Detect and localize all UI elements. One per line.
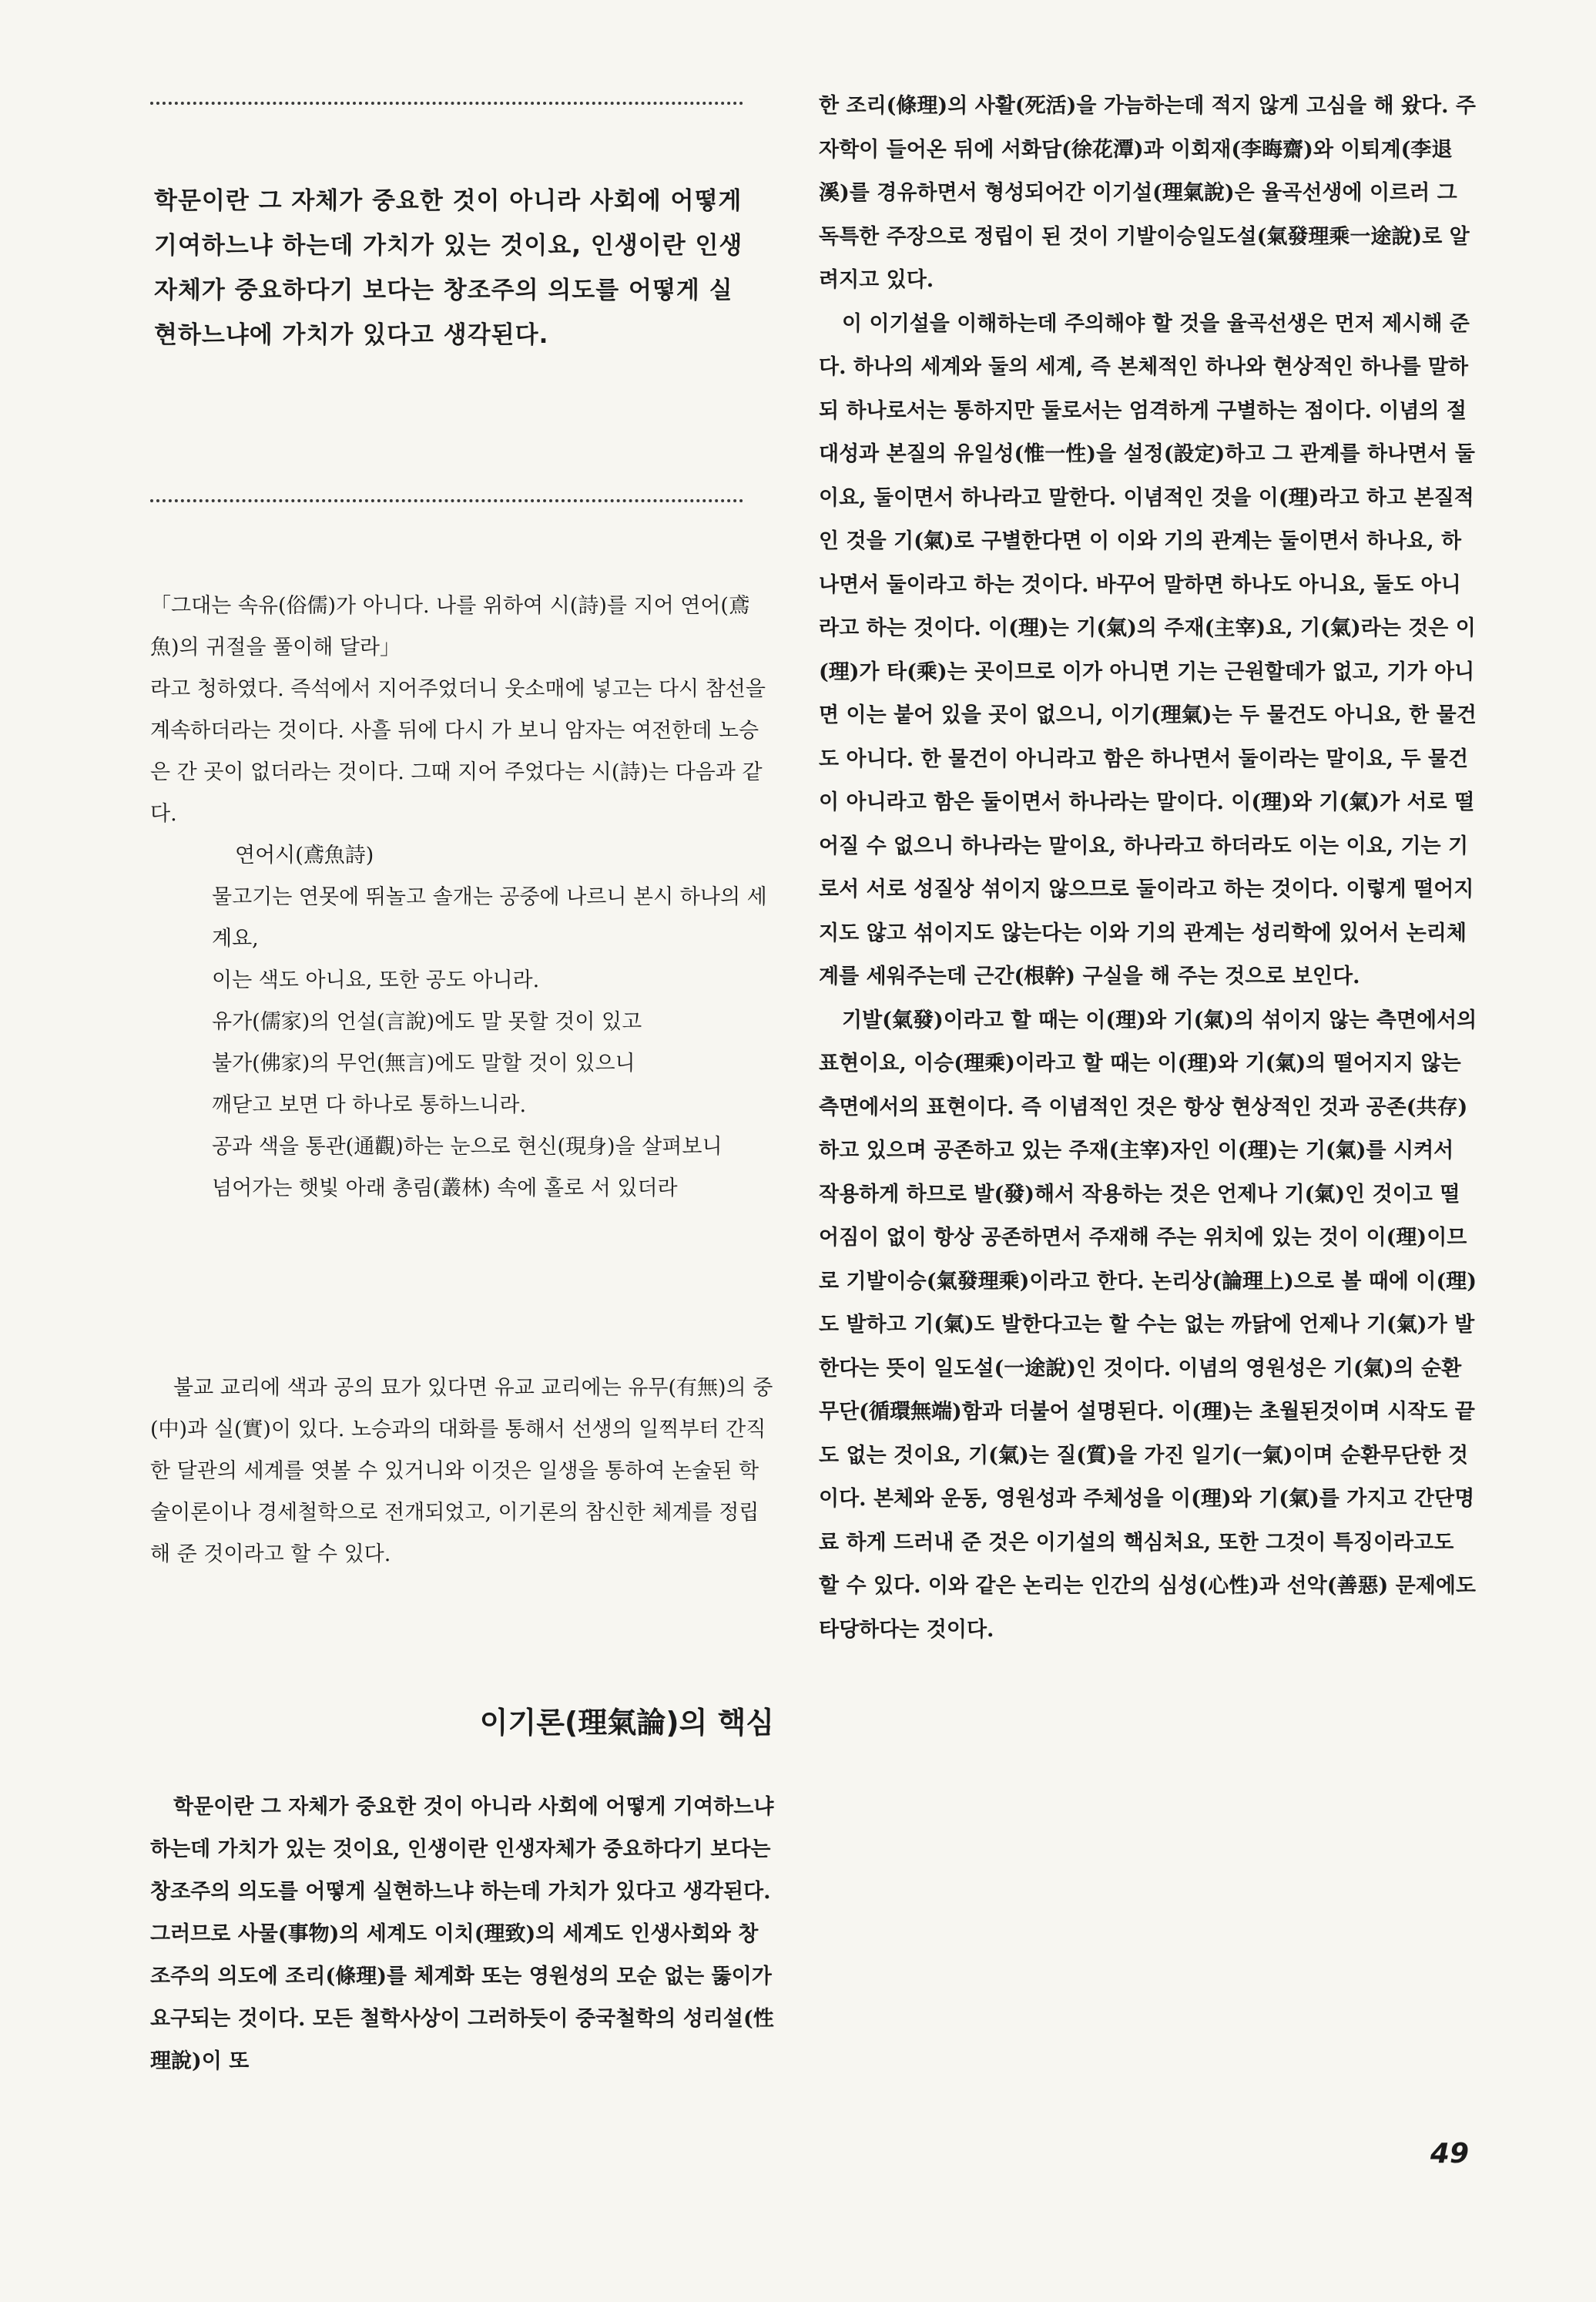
poem-title: 연어시(鳶魚詩) xyxy=(235,844,374,867)
section-body-left xyxy=(150,1786,778,2082)
poem xyxy=(150,877,778,1210)
lower-paragraph-text: 불교 교리에 색과 공의 묘가 있다면 유교 교리에는 유무(有無)의 중(中)과 실(實)이 있다. 노승과의 대화를 통해서 선생의 일찍부터 간직한 달관의 세계를 엿볼 수 있거니와 이것은 일생을 통하여 논술된 학술이론이나 경세철학으로 전개되었고, 이기론의 참신한 체계를 정립해 준 것이라고 할 수 있다. xyxy=(150,1376,773,1566)
story-quote: 「그대는 속유(俗儒)가 아니다. 나를 위하여 시(詩)를 지어 연어(鳶魚)의 귀절을 풀이해 달라」 xyxy=(150,594,749,659)
right-paragraph-2: 이 이기설을 이해하는데 주의해야 할 것을 율곡선생은 먼저 제시해 준다. 하나의 세계와 둘의 세계, 즉 본체적인 하나와 현상적인 하나를 말하되 하나로서는 통하지만 둘로서는 엄격하게 구별하는 점이다. 이념의 절대성과 본질의 유일성(惟一性)을 설정(設定)하고 그 관계를 하나면서 둘이요, 둘이면서 하나라고 말한다. 이념적인 것을 이(理)라고 하고 본질적인 것을 기(氣)로 구별한다면 이 이와 기의 관계는 둘이면서 하나요, 하나면서 둘이라고 하는 것이다. 바꾸어 말하면 하나도 아니요, 둘도 아니라고 하는 것이다. 이(理)는 기(氣)의 주재(主宰)요, 기(氣)라는 것은 이(理)가 타(乘)는 곳이므로 이가 아니면 기는 근원할데가 없고, 기가 아니면 이는 붙어 있을 곳이 없으니, 이기(理氣)는 두 물건도 아니요, 한 물건도 아니다. 한 물건이 아니라고 함은 하나면서 둘이라는 말이요, 두 물건이 아니라고 함은 둘이면서 하나라는 말이다. 이(理)와 기(氣)가 서로 떨어질 수 없으니 하나라는 말이요, 하나라고 하더라도 이는 이요, 기는 기로서 서로 성질상 섞이지 않으므로 둘이라고 하는 것이다. 이렇게 떨어지지도 않고 섞이지도 않는다는 이와 기의 관계는 성리학에 있어서 논리체계를 세워주는데 근간(根幹) 구실을 해 주는 것으로 보인다. xyxy=(819,311,1477,988)
poem-line: 공과 색을 통관(通觀)하는 눈으로 현신(現身)을 살펴보니 xyxy=(212,1135,723,1159)
poem-line: 물고기는 연못에 뛰놀고 솔개는 공중에 나르니 본시 하나의 세계요, xyxy=(212,885,767,951)
right-paragraph-1: 한 조리(條理)의 사활(死活)을 가늠하는데 적지 않게 고심을 해 왔다. 주자학이 들어온 뒤에 서화담(徐花潭)과 이회재(李晦齋)와 이퇴계(李退溪)를 경유하면서 형성되어간 이기설(理氣說)은 율곡선생에 이르러 그 독특한 주장으로 정립이 된 것이 기발이승일도설(氣發理乘一途說)로 알려지고 있다. xyxy=(819,94,1476,292)
page-number: 49 xyxy=(1430,2138,1469,2169)
story-narration: 라고 청하였다. 즉석에서 지어주었더니 웃소매에 넣고는 다시 참선을 계속하더라는 것이다. 사흘 뒤에 다시 가 보니 암자는 여전한데 노승은 간 곳이 없더라는 것이다. 그때 지어 주었다는 시(詩)는 다음과 같다. xyxy=(150,677,766,826)
pull-quote-text: 학문이란 그 자체가 중요한 것이 아니라 사회에 어떻게 기여하느냐 하는데 가치가 있는 것이요, 인생이란 인생자체가 중요하다기 보다는 창조주의 의도를 어떻게 실현하느냐에 가치가 있다고 생각된다. xyxy=(154,187,743,349)
right-paragraph-3: 기발(氣發)이라고 할 때는 이(理)와 기(氣)의 섞이지 않는 측면에서의 표현이요, 이승(理乘)이라고 할 때는 이(理)와 기(氣)의 떨어지지 않는 측면에서의 표현이다. 즉 이념적인 것은 항상 현상적인 것과 공존(共存)하고 있으며 공존하고 있는 주재(主宰)자인 이(理)는 기(氣)를 시켜서 작용하게 하므로 발(發)해서 작용하는 것은 언제나 기(氣)인 것이고 떨어짐이 없이 항상 공존하면서 주재해 주는 위치에 있는 것이 이(理)이므로 기발이승(氣發理乘)이라고 한다. 논리상(論理上)으로 볼 때에 이(理)도 발하고 기(氣)도 발한다고는 할 수는 없는 까닭에 언제나 기(氣)가 발한다는 뜻이 일도설(一途說)인 것이다. 이념의 영원성은 기(氣)의 순환무단(循環無端)함과 더불어 설명된다. 이(理)는 초월된것이며 시작도 끝도 없는 것이요, 기(氣)는 질(質)을 가진 일기(一氣)이며 순환무단한 것이다. 본체와 운동, 영원성과 주체성을 이(理)와 기(氣)를 가지고 간단명료 하게 드러내 준 것은 이기설의 핵심처요, 또한 그것이 특징이라고도 할 수 있다. 이와 같은 논리는 인간의 심성(心性)과 선악(善惡) 문제에도 타당하다는 것이다. xyxy=(819,1008,1477,1642)
pull-quote xyxy=(154,179,747,357)
buddhism-confucianism-paragraph xyxy=(150,1367,778,1575)
section-heading: 이기론(理氣論)의 핵심 xyxy=(479,1706,774,1740)
story-section xyxy=(150,586,778,1210)
poem-line: 불가(佛家)의 무언(無言)에도 말할 것이 있으니 xyxy=(212,1052,635,1075)
poem-line: 이는 색도 아니요, 또한 공도 아니라. xyxy=(212,968,540,992)
poem-line: 깨닫고 보면 다 하나로 통하느니라. xyxy=(212,1093,527,1117)
top-dotted-rule xyxy=(150,102,743,105)
right-column xyxy=(819,85,1477,1652)
poem-line: 넘어가는 햇빛 아래 총림(叢林) 속에 홀로 서 있더라 xyxy=(212,1176,678,1200)
bottom-dotted-rule xyxy=(150,499,743,502)
poem-line: 유가(儒家)의 언설(言說)에도 말 못할 것이 있고 xyxy=(212,1010,642,1034)
section-body-left-text: 학문이란 그 자체가 중요한 것이 아니라 사회에 어떻게 기여하느냐 하는데 가치가 있는 것이요, 인생이란 인생자체가 중요하다기 보다는 창조주의 의도를 어떻게 실현하느냐 하는데 가치가 있다고 생각된다. 그러므로 사물(事物)의 세계도 이치(理致)의 세계도 인생사회와 창조주의 의도에 조리(條理)를 체계화 또는 영원성의 모순 없는 뚫이가 요구되는 것이다. 모든 철학사상이 그러하듯이 중국철학의 성리설(性理說)이 또 xyxy=(150,1795,774,2073)
